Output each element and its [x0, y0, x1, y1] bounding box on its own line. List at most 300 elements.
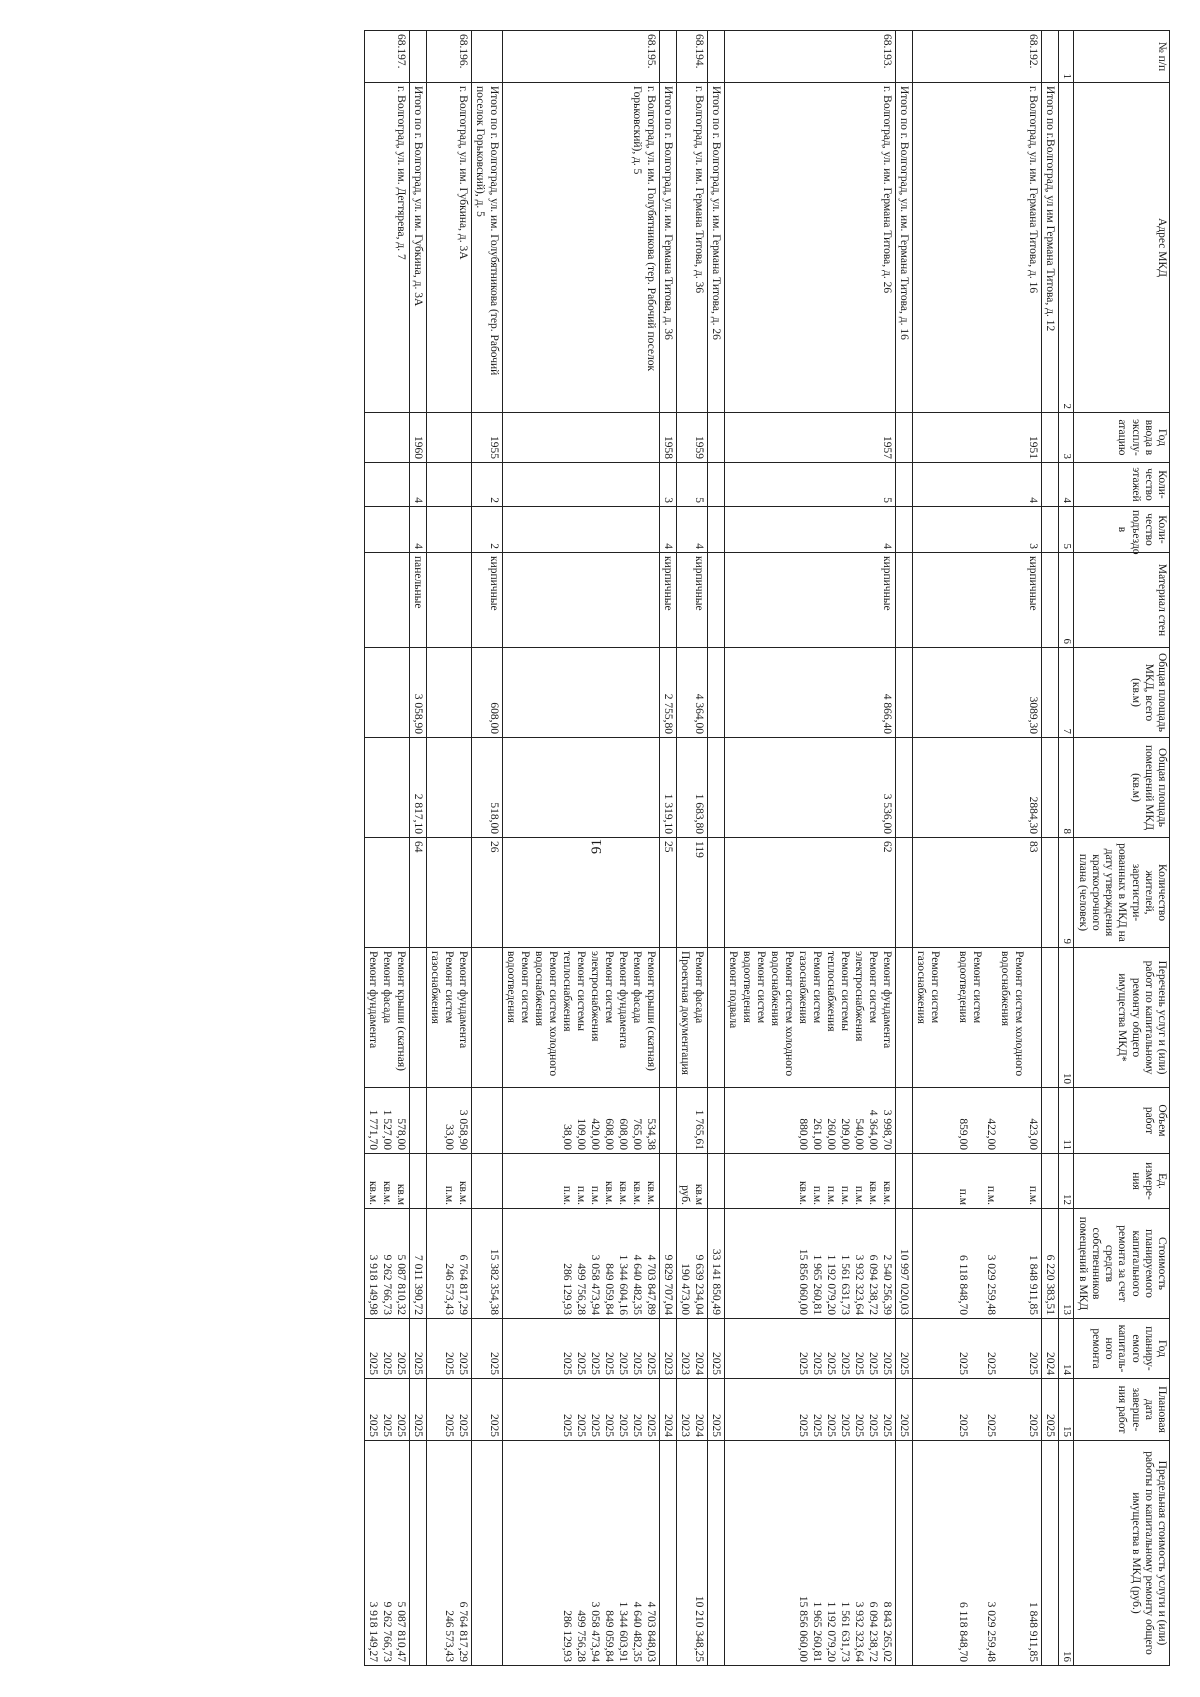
table-row [503, 31, 660, 1666]
cell-c4: 4 [913, 463, 1042, 507]
cell-c13 [660, 1209, 677, 1319]
cell-line: 109,00 [575, 1118, 588, 1150]
cell-c2: Итого по г. Волгоград, ул. им. Голубятникова (тер. Рабочий поселок Горьковский), д. 5 [472, 83, 503, 413]
cell-line: 1 344 604,16 [617, 1254, 630, 1315]
cell-c7 [1042, 648, 1059, 738]
cell-c6 [708, 553, 725, 648]
cell-c7: 4 364,00 [677, 648, 708, 738]
cell-line: 3 932 323,64 [853, 1254, 866, 1315]
cell-line: 8 843 265,02 [881, 1601, 894, 1662]
column-number: 2 [1059, 83, 1074, 413]
cell-line: 3 029 259,48 [985, 1254, 998, 1315]
cell-line [411, 1444, 425, 1662]
cell-line: 2025 [985, 1414, 998, 1437]
column-header: Плановая дата заверше-ния работ [1074, 1379, 1170, 1441]
cell-line: 2025 [710, 1414, 723, 1437]
cell-line [487, 1444, 501, 1662]
table-row [1042, 31, 1059, 1666]
cell-line: 2025 [797, 1352, 810, 1375]
cell-line: 3 058 473,94 [589, 1254, 602, 1315]
cell-line: 1 848 911,85 [1027, 1602, 1040, 1662]
capital-repair-table [364, 30, 1170, 1666]
cell-c12 [410, 1154, 427, 1209]
cell-c7 [896, 648, 913, 738]
table-row [913, 31, 1042, 1666]
cell-c3: 1957 [725, 413, 896, 463]
cell-line: 9 639 234,04 [693, 1254, 706, 1315]
column-header: № п/п [1074, 31, 1170, 83]
cell-line: 15 856 060,00 [797, 1595, 810, 1662]
cell-line: 2025 [839, 1352, 852, 1375]
cell-line [1012, 1212, 1026, 1315]
cell-c14 [725, 1319, 896, 1379]
cell-c11 [1042, 1088, 1059, 1154]
cell-line: 1 192 079,20 [825, 1601, 838, 1662]
cell-line [1012, 1322, 1026, 1375]
cell-c5 [365, 507, 410, 553]
cell-line: 2025 [395, 1414, 408, 1437]
cell-line: п.м. [985, 1185, 998, 1205]
column-header: Материал стен [1074, 553, 1170, 648]
cell-c13 [913, 1209, 1042, 1319]
cell-line: 2025 [898, 1352, 911, 1375]
page-number: 91 [589, 839, 605, 854]
cell-line: 4 640 482,35 [631, 1601, 644, 1662]
cell-line: 849 059,84 [603, 1610, 616, 1662]
cell-c2: Итого по г. Волгоград, ул. им. Германа Титова, д. 36 [660, 83, 677, 413]
cell-line: 2023 [679, 1414, 692, 1437]
cell-line: 2025 [395, 1352, 408, 1375]
cell-line: 2025 [797, 1414, 810, 1437]
cell-line: Ремонт систем холодного водоснабжения [533, 951, 560, 1077]
cell-c11 [365, 1088, 410, 1154]
cell-c14 [427, 1319, 472, 1379]
cell-line: 2025 [645, 1414, 658, 1437]
cell-c16 [660, 1441, 677, 1666]
cell-line: 2025 [710, 1352, 723, 1375]
cell-c4 [365, 463, 410, 507]
cell-line: Ремонт крыши (скатная) [645, 951, 658, 1071]
cell-line: 540,00 [853, 1118, 866, 1150]
cell-line [897, 1444, 911, 1662]
cell-line: 2 540 256,39 [881, 1254, 894, 1315]
cell-line: кв.м. [881, 1180, 894, 1205]
cell-line: 6 094 238,72 [867, 1601, 880, 1662]
cell-line [1012, 1382, 1026, 1437]
cell-c14 [677, 1319, 708, 1379]
cell-line: 6 764 817,29 [457, 1254, 470, 1315]
column-number: 6 [1059, 553, 1074, 648]
cell-line: п.м. [589, 1185, 602, 1205]
cell-c10 [503, 948, 660, 1088]
cell-line: 9 829 707,04 [662, 1254, 675, 1315]
cell-line: 1 765,61 [693, 1109, 706, 1150]
cell-line: 1 561 631,73 [839, 1254, 852, 1315]
cell-line: кв.м. [367, 1180, 380, 1205]
cell-line: 3 058 473,94 [589, 1601, 602, 1662]
cell-c4 [1042, 463, 1059, 507]
cell-line [678, 1444, 692, 1662]
cell-line: 2025 [631, 1352, 644, 1375]
cell-c7: 2 755,80 [660, 648, 677, 738]
cell-line: кв.м. [797, 1180, 810, 1205]
cell-line: п.м. [853, 1185, 866, 1205]
cell-c6 [427, 553, 472, 648]
cell-line: 1 771,70 [367, 1109, 380, 1150]
cell-c5: 4 [677, 507, 708, 553]
cell-line: Ремонт систем водоотведения [957, 951, 984, 1024]
cell-line [970, 1382, 984, 1437]
cell-c2: г. Волгоград, ул. им. Голубятникова (тер. Рабочий поселок Горьковский), д. 5 [503, 83, 660, 413]
cell-c9: 62 [725, 838, 896, 948]
column-header: Год планиру-емого капиталь-ного ремонта [1074, 1319, 1170, 1379]
cell-line: 33 141 850,49 [710, 1248, 723, 1315]
cell-line [998, 1091, 1012, 1150]
cell-line: кв.м. [867, 1180, 880, 1205]
cell-c14 [913, 1319, 1042, 1379]
cell-c9: 119 [677, 838, 708, 948]
cell-c6 [503, 553, 660, 648]
cell-line: кв.м. [617, 1180, 630, 1205]
cell-line: 33,00 [443, 1124, 456, 1150]
cell-line: Ремонт фундамента [617, 951, 630, 1049]
cell-line [1012, 1444, 1026, 1662]
cell-line: Ремонт фундамента [457, 951, 470, 1049]
cell-c3 [365, 413, 410, 463]
cell-c12 [427, 1154, 472, 1209]
cell-c16 [365, 1441, 410, 1666]
cell-c4 [896, 463, 913, 507]
cell-c10 [472, 948, 503, 1088]
cell-c9 [503, 838, 660, 948]
column-number: 15 [1059, 1379, 1074, 1441]
cell-c11 [708, 1088, 725, 1154]
cell-c12 [660, 1154, 677, 1209]
cell-line: 578,00 [395, 1118, 408, 1150]
cell-c2: г. Волгоград, ул. им. Дегтярева, д. 7 [365, 83, 410, 413]
cell-line: 3 058,90 [457, 1109, 470, 1150]
cell-c11 [896, 1088, 913, 1154]
cell-c10 [677, 948, 708, 1088]
cell-c4: 2 [472, 463, 503, 507]
cell-c5 [708, 507, 725, 553]
cell-line: 499 756,28 [575, 1263, 588, 1315]
cell-line [998, 1444, 1012, 1662]
cell-c7: 3089,30 [913, 648, 1042, 738]
cell-line: п.м. [1027, 1185, 1040, 1205]
column-number: 10 [1059, 948, 1074, 1088]
cell-line: Ремонт системы теплоснабжения [825, 951, 852, 1032]
cell-line [970, 1444, 984, 1662]
cell-c7 [503, 648, 660, 738]
table-row [725, 31, 896, 1666]
cell-line [1012, 1157, 1026, 1205]
cell-line [709, 1444, 723, 1662]
cell-line: Ремонт систем газоснабжения [797, 951, 824, 1024]
cell-line: кв.м [693, 1183, 706, 1205]
cell-line: 2025 [645, 1352, 658, 1375]
cell-c9 [1042, 838, 1059, 948]
column-header: Перечень услуг и (или) работ по капитальному ремонту общего имущества МКД* [1074, 948, 1170, 1088]
cell-c13 [503, 1209, 660, 1319]
cell-line: 2025 [985, 1352, 998, 1375]
cell-c14 [708, 1319, 725, 1379]
cell-line: 10 997 020,03 [898, 1248, 911, 1315]
cell-c8: 1 683,80 [677, 738, 708, 838]
cell-line: 246 573,43 [443, 1263, 456, 1315]
cell-c9: 83 [913, 838, 1042, 948]
cell-c5 [896, 507, 913, 553]
cell-c1 [410, 31, 427, 83]
cell-c6 [896, 553, 913, 648]
cell-c16 [725, 1441, 896, 1666]
table-row [472, 31, 503, 1666]
cell-line [998, 1157, 1012, 1205]
cell-c10 [660, 948, 677, 1088]
cell-line: п.м. [825, 1185, 838, 1205]
cell-line: п.м. [839, 1185, 852, 1205]
cell-c16 [896, 1441, 913, 1666]
rotated-page [40, 30, 1170, 1665]
cell-line: кв.м [395, 1183, 408, 1205]
cell-c1: 68.192. [913, 31, 1042, 83]
cell-c15 [1042, 1379, 1059, 1441]
cell-c4 [708, 463, 725, 507]
cell-c3 [503, 413, 660, 463]
column-number: 5 [1059, 507, 1074, 553]
cell-c5 [427, 507, 472, 553]
table-body [365, 31, 1059, 1666]
cell-c6: кирпичные [725, 553, 896, 648]
cell-line: Проектная документация [679, 951, 692, 1075]
cell-line: 261,00 [811, 1118, 824, 1150]
cell-line [970, 1322, 984, 1375]
cell-c12 [1042, 1154, 1059, 1209]
cell-c8 [503, 738, 660, 838]
cell-c8 [896, 738, 913, 838]
cell-c5: 4 [410, 507, 427, 553]
cell-line: 2025 [457, 1414, 470, 1437]
table-row [708, 31, 725, 1666]
cell-c8: 2 817,10 [410, 738, 427, 838]
cell-c15 [365, 1379, 410, 1441]
column-number: 14 [1059, 1319, 1074, 1379]
cell-line: 2025 [811, 1414, 824, 1437]
cell-line: 190 473,00 [679, 1263, 692, 1315]
table-row [660, 31, 677, 1666]
cell-line: Ремонт подвала [727, 951, 740, 1029]
cell-line: 6 220 383,51 [1044, 1254, 1057, 1315]
cell-line [998, 1322, 1012, 1375]
cell-c3 [427, 413, 472, 463]
cell-line: 608,00 [617, 1118, 630, 1150]
cell-line [1043, 1444, 1057, 1662]
cell-c7: 3 058,90 [410, 648, 427, 738]
cell-c11 [427, 1088, 472, 1154]
cell-c3: 1960 [410, 413, 427, 463]
cell-line: 2025 [867, 1352, 880, 1375]
cell-line: 1 192 079,20 [825, 1254, 838, 1315]
column-number: 12 [1059, 1154, 1074, 1209]
cell-line: Ремонт фасада [631, 951, 644, 1024]
cell-line: п.м. [811, 1185, 824, 1205]
cell-line [984, 951, 998, 1084]
cell-line [661, 1444, 675, 1662]
cell-c4: 4 [410, 463, 427, 507]
cell-line: 3 932 323,64 [853, 1601, 866, 1662]
cell-line: 499 756,28 [575, 1610, 588, 1662]
cell-c15 [427, 1379, 472, 1441]
cell-line: 2025 [1044, 1414, 1057, 1437]
cell-c15 [410, 1379, 427, 1441]
cell-line: 5 087 810,32 [395, 1254, 408, 1315]
column-header: Предельная стоимость услуги и (или) работы по капитальному ремонту общего имущества в МКД (руб.) [1074, 1441, 1170, 1666]
cell-c3: 1955 [472, 413, 503, 463]
cell-c11 [913, 1088, 1042, 1154]
cell-line: 859,00 [957, 1118, 970, 1150]
cell-line: 2025 [881, 1414, 894, 1437]
cell-c4: 3 [660, 463, 677, 507]
cell-c15 [725, 1379, 896, 1441]
cell-line: 6 094 238,72 [867, 1254, 880, 1315]
cell-c15 [708, 1379, 725, 1441]
cell-c8: 518,00 [472, 738, 503, 838]
cell-line: 6 764 817,29 [457, 1601, 470, 1662]
cell-line: Ремонт систем электроснабжения [853, 951, 880, 1042]
cell-line: 1 848 911,85 [1027, 1255, 1040, 1315]
cell-line: 2025 [589, 1414, 602, 1437]
cell-line: 2025 [603, 1414, 616, 1437]
cell-c4 [503, 463, 660, 507]
column-header: Адрес МКД [1074, 83, 1170, 413]
cell-c14 [660, 1319, 677, 1379]
cell-c12 [365, 1154, 410, 1209]
cell-line: 2025 [575, 1414, 588, 1437]
cell-c5 [1042, 507, 1059, 553]
cell-line: 2025 [412, 1352, 425, 1375]
cell-line: п.м. [561, 1185, 574, 1205]
cell-c1 [708, 31, 725, 83]
column-header: Общая площадь помещений МКД (кв.м) [1074, 738, 1170, 838]
cell-c12 [913, 1154, 1042, 1209]
cell-c13 [677, 1209, 708, 1319]
cell-line: 2025 [457, 1352, 470, 1375]
cell-line: 2025 [575, 1352, 588, 1375]
cell-line: 4 703 848,03 [645, 1601, 658, 1662]
cell-c8: 2884,30 [913, 738, 1042, 838]
cell-c4: 5 [677, 463, 708, 507]
cell-c11 [660, 1088, 677, 1154]
cell-line: 765,00 [631, 1118, 644, 1150]
cell-line: кв.м. [645, 1180, 658, 1205]
cell-line: п.м. [575, 1185, 588, 1205]
cell-c6: кирпичные [660, 553, 677, 648]
cell-c1: 68.193. [725, 31, 896, 83]
cell-c15 [913, 1379, 1042, 1441]
column-header: Ед. измере-ния [1074, 1154, 1170, 1209]
cell-c2: Итого по г. Волгоград, ул. им. Губкина, д. 3А [410, 83, 427, 413]
cell-line: Ремонт фундамента [881, 951, 894, 1049]
cell-line: 2025 [603, 1352, 616, 1375]
cell-line: 423,00 [1027, 1118, 1040, 1150]
cell-c16 [1042, 1441, 1059, 1666]
cell-c16 [472, 1441, 503, 1666]
cell-line: 2025 [881, 1352, 894, 1375]
header-row [1074, 31, 1170, 1666]
cell-line: 2025 [631, 1414, 644, 1437]
cell-c12 [472, 1154, 503, 1209]
cell-c6: кирпичные [677, 553, 708, 648]
column-number: 1 [1059, 31, 1074, 83]
column-header: Коли-чество подъездо в [1074, 507, 1170, 553]
cell-c14 [1042, 1319, 1059, 1379]
column-header: Общая площадь МКД, всего (кв.м) [1074, 648, 1170, 738]
cell-c10 [708, 948, 725, 1088]
cell-c10 [427, 948, 472, 1088]
cell-line: 2025 [853, 1352, 866, 1375]
cell-c2: г. Волгоград, ул. им. Губкина, д. 3А [427, 83, 472, 413]
cell-line: Ремонт фундамента [367, 951, 380, 1049]
cell-c11 [677, 1088, 708, 1154]
cell-c16 [913, 1441, 1042, 1666]
cell-line: 1 344 603,91 [617, 1601, 630, 1662]
cell-c14 [365, 1319, 410, 1379]
cell-c4: 5 [725, 463, 896, 507]
cell-line [1012, 1091, 1026, 1150]
cell-c9: 64 [410, 838, 427, 948]
cell-c14 [410, 1319, 427, 1379]
cell-c8: 1 319,10 [660, 738, 677, 838]
cell-line: Ремонт системы теплоснабжения [561, 951, 588, 1032]
column-header: Объем работ [1074, 1088, 1170, 1154]
cell-line: 420,00 [589, 1118, 602, 1150]
cell-line: 9 262 766,73 [381, 1254, 394, 1315]
cell-c10 [913, 948, 1042, 1088]
cell-line: 2025 [443, 1414, 456, 1437]
cell-c6 [365, 553, 410, 648]
cell-c2: г. Волгоград, ул. им. Германа Титова, д. 26 [725, 83, 896, 413]
table-row [365, 31, 410, 1666]
cell-line: кв.м. [457, 1180, 470, 1205]
cell-c11 [472, 1088, 503, 1154]
cell-c14 [896, 1319, 913, 1379]
cell-c5: 3 [913, 507, 1042, 553]
cell-c16 [410, 1441, 427, 1666]
cell-line: 1 561 631,73 [839, 1601, 852, 1662]
cell-line: 2025 [839, 1414, 852, 1437]
cell-c9 [708, 838, 725, 948]
cell-line: 4 364,00 [867, 1109, 880, 1150]
cell-line: 2025 [957, 1414, 970, 1437]
column-header: Год ввода в эксплу-атацию [1074, 413, 1170, 463]
column-number: 4 [1059, 463, 1074, 507]
cell-line: 3 998,70 [881, 1109, 894, 1150]
column-number: 9 [1059, 838, 1074, 948]
cell-line: 2025 [367, 1352, 380, 1375]
cell-line: 2023 [662, 1352, 675, 1375]
cell-line: 2025 [561, 1352, 574, 1375]
cell-line [970, 1157, 984, 1205]
column-header: Коли-чество этажей [1074, 463, 1170, 507]
cell-c15 [472, 1379, 503, 1441]
cell-line: руб. [679, 1185, 692, 1205]
cell-line [970, 1091, 984, 1150]
cell-c11 [725, 1088, 896, 1154]
cell-c1 [896, 31, 913, 83]
cell-c13 [410, 1209, 427, 1319]
cell-c3 [896, 413, 913, 463]
cell-c13 [472, 1209, 503, 1319]
